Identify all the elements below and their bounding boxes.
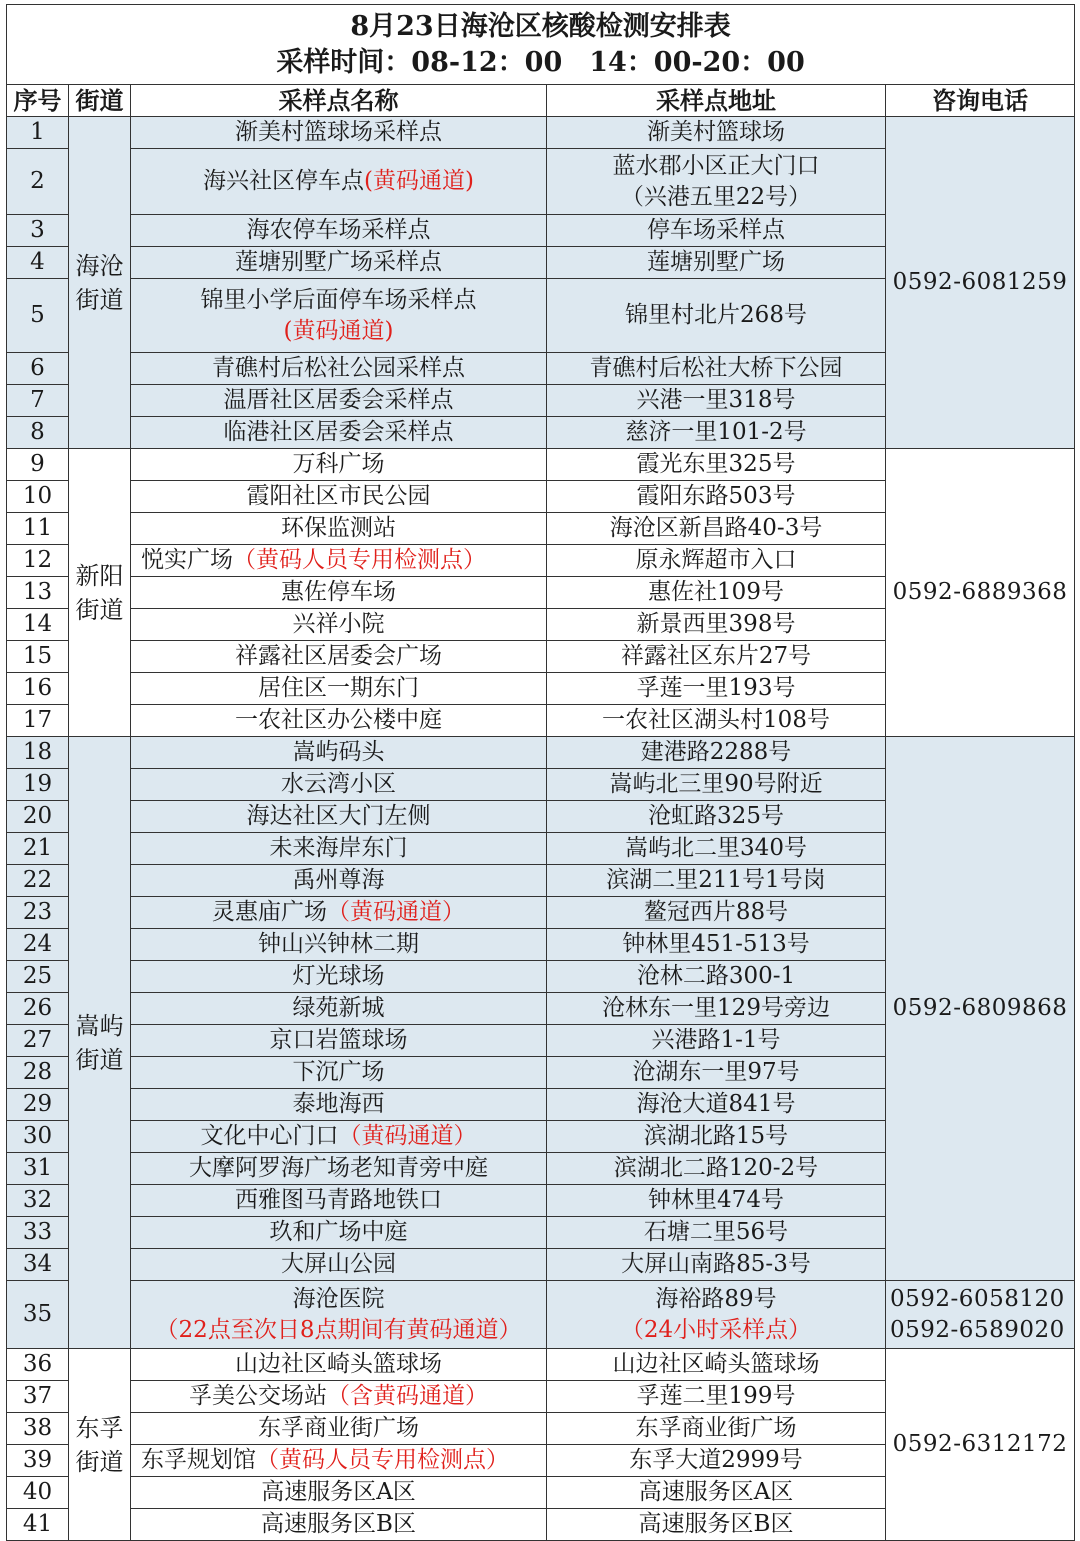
site-address-cell: [547, 1445, 886, 1477]
site-address: 沧湖东一里97号: [632, 1059, 800, 1085]
row-number-text: 21: [22, 835, 53, 861]
site-address-cell: [547, 577, 886, 609]
row-number-text: 23: [22, 899, 53, 925]
row-number-text: 39: [22, 1447, 53, 1473]
row-number-text: 3: [30, 217, 45, 243]
site-name: 祥露社区居委会广场: [235, 643, 442, 669]
yellow-code-note: （含黄码通道）: [327, 1383, 488, 1409]
table-row: [7, 1281, 1075, 1349]
site-address: 石塘二里56号: [643, 1219, 789, 1245]
phone-hospital: [886, 1281, 1075, 1349]
row-number: [7, 247, 69, 279]
row-number-text: 22: [22, 867, 53, 893]
site-address: 孚莲一里193号: [636, 675, 796, 701]
row-number-text: 27: [22, 1027, 53, 1053]
site-name: 莲塘别墅广场采样点: [235, 249, 442, 275]
row-number: [7, 1349, 69, 1381]
site-address-cell: [547, 609, 886, 641]
site-address: 惠佐社109号: [648, 579, 784, 605]
site-name: 一农社区办公楼中庭: [235, 707, 442, 733]
site-address: 东孚商业街广场: [635, 1415, 797, 1441]
site-name-cell: [131, 865, 547, 897]
site-name-cell: [131, 1089, 547, 1121]
yellow-code-note: （黄码通道）: [327, 899, 465, 925]
site-address-cell: [547, 1349, 886, 1381]
col-header-street: 街道: [69, 85, 131, 117]
site-name-cell: [131, 279, 547, 353]
site-name: 泰地海西: [292, 1091, 385, 1117]
title-row: [7, 5, 1075, 85]
row-number: [7, 1381, 69, 1413]
site-address: 莲塘别墅广场: [647, 249, 785, 275]
row-number-text: 36: [22, 1351, 53, 1377]
site-name-cell: [131, 1217, 547, 1249]
street-name-line2: 街道: [75, 1045, 124, 1074]
row-number: [7, 801, 69, 833]
row-number-text: 28: [22, 1059, 53, 1085]
phone-number: 0592-6809868: [892, 995, 1068, 1021]
site-name: 西雅图马青路地铁口: [235, 1187, 442, 1213]
row-number-text: 16: [22, 675, 53, 701]
site-name-cell: [131, 1185, 547, 1217]
site-name: 兴祥小院: [292, 611, 385, 637]
site-name-cell: [131, 247, 547, 279]
row-number: [7, 1089, 69, 1121]
site-name: 临港社区居委会采样点: [223, 419, 454, 445]
site-name: 海达社区大门左侧: [246, 803, 431, 829]
site-address: 嵩屿北二里340号: [625, 835, 807, 861]
row-number: [7, 609, 69, 641]
yellow-code-note: （黄码通道）: [338, 1123, 477, 1149]
schedule-sheet: [6, 4, 1074, 1541]
site-name: 玖和广场中庭: [269, 1219, 408, 1245]
row-number-text: 18: [22, 739, 53, 765]
site-name: 海农停车场采样点: [246, 217, 431, 243]
site-address-cell: [547, 1281, 886, 1349]
site-name-cell: [131, 1349, 547, 1381]
phone-songyu: [886, 737, 1075, 1281]
site-name-cell: [131, 449, 547, 481]
row-number-text: 26: [22, 995, 53, 1021]
site-address: 高速服务区B区: [638, 1511, 794, 1537]
row-number-text: 38: [22, 1415, 53, 1441]
site-address: 高速服务区A区: [638, 1479, 794, 1505]
site-address-cell: [547, 961, 886, 993]
site-address: 嵩屿北三里90号附近: [609, 771, 823, 797]
site-address: 滨湖二里211号1号岗: [606, 867, 826, 893]
site-address: 鳌冠西片88号: [643, 899, 789, 925]
row-number-text: 10: [22, 483, 53, 509]
site-name-cell: [131, 1025, 547, 1057]
site-address: 钟林里451-513号: [622, 931, 810, 957]
site-address-cell: [547, 149, 886, 215]
site-address-cell: [547, 1509, 886, 1541]
site-name-cell: [131, 353, 547, 385]
address-note: （24小时采样点）: [620, 1316, 812, 1343]
row-number-text: 17: [22, 707, 53, 733]
row-number-text: 14: [22, 611, 53, 637]
site-name-cell: [131, 641, 547, 673]
site-address-cell: [547, 215, 886, 247]
row-number: [7, 1185, 69, 1217]
header-row: [7, 85, 1075, 117]
site-address: 锦里村北片268号: [625, 302, 807, 328]
row-number-text: 6: [30, 355, 45, 381]
row-number-text: 20: [22, 803, 53, 829]
row-number: [7, 1217, 69, 1249]
site-name: 灯光球场: [292, 963, 385, 989]
site-address-cell: [547, 385, 886, 417]
site-address-cell: [547, 673, 886, 705]
site-name-cell: [131, 897, 547, 929]
site-name: 惠佐停车场: [281, 579, 396, 605]
site-name: 水云湾小区: [281, 771, 396, 797]
row-number: [7, 705, 69, 737]
site-name-cell: [131, 705, 547, 737]
row-number-text: 5: [30, 302, 45, 328]
row-number: [7, 929, 69, 961]
col-header-name: 采样点名称: [131, 85, 547, 117]
site-address-cell: [547, 1057, 886, 1089]
table-row: [7, 117, 1075, 149]
site-name: 东孚商业街广场: [258, 1415, 419, 1441]
site-name: 禹州尊海: [292, 867, 385, 893]
row-number-text: 12: [22, 547, 53, 573]
yellow-code-note: （黄码人员专用检测点）: [256, 1447, 509, 1473]
row-number-text: 4: [30, 249, 45, 275]
row-number-text: 41: [22, 1511, 53, 1537]
col-header-phone: 咨询电话: [886, 85, 1075, 117]
phone-number: 0592-6312172: [892, 1431, 1068, 1457]
site-name-cell: [131, 1121, 547, 1153]
street-cell-dongfu: [69, 1349, 131, 1541]
site-address-cell: [547, 865, 886, 897]
site-name: 山边社区崎头篮球场: [235, 1351, 442, 1377]
phone-haicang: [886, 117, 1075, 449]
yellow-code-note: (黄码通道): [283, 317, 394, 344]
row-number: [7, 1121, 69, 1153]
table-row: [7, 737, 1075, 769]
site-name-cell: [131, 417, 547, 449]
row-number: [7, 769, 69, 801]
site-name: 嵩屿码头: [292, 739, 385, 765]
page-subtitle: 采样时间：08-12：00 14：00-20：00: [276, 46, 805, 78]
row-number: [7, 353, 69, 385]
site-name: 未来海岸东门: [269, 835, 408, 861]
site-name-cell: [131, 513, 547, 545]
row-number: [7, 545, 69, 577]
row-number: [7, 737, 69, 769]
row-number: [7, 481, 69, 513]
row-number: [7, 673, 69, 705]
site-address: 新景西里398号: [636, 611, 796, 637]
site-name-cell: [131, 1057, 547, 1089]
row-number: [7, 215, 69, 247]
site-name: 锦里小学后面停车场采样点: [200, 286, 477, 313]
site-address-cell: [547, 737, 886, 769]
row-number-text: 15: [22, 643, 53, 669]
site-name-cell: [131, 1477, 547, 1509]
site-name: 大屏山公园: [281, 1251, 396, 1277]
site-address-cell: [547, 1477, 886, 1509]
phone-number: 0592-6889368: [892, 579, 1068, 605]
site-address: 沧虹路325号: [648, 803, 784, 829]
site-name: 悦实广场: [141, 547, 233, 573]
site-address: 原永辉超市入口: [635, 547, 797, 573]
phone-xinyang: [886, 449, 1075, 737]
site-name-cell: [131, 961, 547, 993]
site-name: 万科广场: [292, 451, 385, 477]
page-title: 8月23日海沧区核酸检测安排表: [350, 10, 731, 42]
site-address-cell: [547, 641, 886, 673]
row-number-text: 2: [30, 168, 45, 194]
site-address: 东孚大道2999号: [629, 1447, 803, 1473]
street-name-line1: 海沧: [75, 251, 124, 280]
site-name-cell: [131, 149, 547, 215]
row-number: [7, 449, 69, 481]
site-address-cell: [547, 1089, 886, 1121]
row-number-text: 30: [22, 1123, 53, 1149]
row-number: [7, 961, 69, 993]
row-number: [7, 1477, 69, 1509]
row-number-text: 25: [22, 963, 53, 989]
site-name-cell: [131, 737, 547, 769]
site-name: 海沧医院: [292, 1285, 385, 1312]
row-number-text: 32: [22, 1187, 53, 1213]
schedule-table: [6, 4, 1075, 1541]
site-name: 霞阳社区市民公园: [246, 483, 431, 509]
phone-number-1: 0592-6058120: [890, 1285, 1065, 1312]
site-address-line2: （兴港五里22号）: [620, 183, 812, 210]
street-cell-xinyang: [69, 449, 131, 737]
street-name-line1: 新阳: [75, 561, 124, 590]
site-name-cell: [131, 545, 547, 577]
row-number: [7, 833, 69, 865]
site-address-cell: [547, 705, 886, 737]
site-address-cell: [547, 801, 886, 833]
site-address-cell: [547, 279, 886, 353]
row-number-text: 24: [22, 931, 53, 957]
site-address: 一农社区湖头村108号: [602, 707, 830, 733]
row-number: [7, 1413, 69, 1445]
yellow-code-note: （22点至次日8点期间有黄码通道）: [155, 1316, 522, 1343]
row-number: [7, 641, 69, 673]
site-address-cell: [547, 417, 886, 449]
row-number: [7, 1153, 69, 1185]
street-cell-songyu: [69, 737, 131, 1349]
row-number-text: 11: [22, 515, 53, 541]
row-number-text: 34: [22, 1251, 53, 1277]
row-number: [7, 1445, 69, 1477]
site-address: 兴港一里318号: [636, 387, 796, 413]
site-address: 停车场采样点: [647, 217, 785, 243]
site-address-cell: [547, 481, 886, 513]
street-name-line2: 街道: [75, 1447, 124, 1476]
site-address-cell: [547, 993, 886, 1025]
row-number-text: 8: [30, 419, 45, 445]
col-header-address: 采样点地址: [547, 85, 886, 117]
site-address: 祥露社区东片27号: [620, 643, 812, 669]
site-address: 霞阳东路503号: [636, 483, 796, 509]
site-name: 绿苑新城: [292, 995, 385, 1021]
phone-number-2: 0592-6589020: [890, 1316, 1065, 1343]
site-address: 慈济一里101-2号: [625, 419, 807, 445]
site-address: 兴港路1-1号: [651, 1027, 781, 1053]
phone-number: 0592-6081259: [892, 269, 1068, 295]
site-name-cell: [131, 481, 547, 513]
site-name: 灵惠庙广场: [212, 899, 327, 925]
site-name-cell: [131, 1381, 547, 1413]
site-address-cell: [547, 1381, 886, 1413]
site-address-cell: [547, 1121, 886, 1153]
site-name-cell: [131, 801, 547, 833]
site-name-cell: [131, 673, 547, 705]
site-address: 海沧区新昌路40-3号: [609, 515, 823, 541]
site-address: 孚莲二里199号: [636, 1383, 796, 1409]
site-address: 建港路2288号: [640, 739, 792, 765]
site-address-cell: [547, 1249, 886, 1281]
table-row: [7, 449, 1075, 481]
site-name-cell: [131, 1281, 547, 1349]
site-address: 沧林东一里129号旁边: [602, 995, 830, 1021]
site-address-cell: [547, 545, 886, 577]
site-address: 滨湖北二路120-2号: [613, 1155, 819, 1181]
site-address: 大屏山南路85-3号: [621, 1251, 811, 1277]
site-name: 京口岩篮球场: [269, 1027, 408, 1053]
site-name-cell: [131, 833, 547, 865]
site-name-cell: [131, 609, 547, 641]
site-name: 环保监测站: [281, 515, 396, 541]
title-cell: [7, 5, 1075, 85]
site-address: 青礁村后松社大桥下公园: [589, 355, 843, 381]
site-name-cell: [131, 1509, 547, 1541]
site-address-cell: [547, 897, 886, 929]
row-number-text: 35: [22, 1301, 53, 1327]
site-name: 孚美公交场站: [189, 1383, 327, 1409]
site-name: 大摩阿罗海广场老知青旁中庭: [189, 1155, 488, 1181]
site-name: 高速服务区A区: [261, 1479, 416, 1505]
site-address: 海裕路89号: [655, 1285, 777, 1312]
row-number: [7, 149, 69, 215]
row-number: [7, 417, 69, 449]
row-number-text: 1: [30, 119, 45, 145]
site-address: 海沧大道841号: [636, 1091, 796, 1117]
site-address: 滨湖北路15号: [643, 1123, 789, 1149]
site-address-cell: [547, 353, 886, 385]
site-name-cell: [131, 993, 547, 1025]
row-number: [7, 1025, 69, 1057]
site-name: 居住区一期东门: [258, 675, 419, 701]
site-address: 沧林二路300-1: [636, 963, 796, 989]
street-name-line2: 街道: [75, 595, 124, 624]
site-address-cell: [547, 1217, 886, 1249]
site-name: 文化中心门口: [200, 1123, 339, 1149]
row-number: [7, 1249, 69, 1281]
site-name-cell: [131, 577, 547, 609]
site-name: 海兴社区停车点: [203, 168, 365, 194]
site-name: 青礁村后松社公园采样点: [212, 355, 465, 381]
site-address: 山边社区崎头篮球场: [612, 1351, 820, 1377]
row-number: [7, 1509, 69, 1541]
site-name-cell: [131, 929, 547, 961]
col-header-no: 序号: [7, 85, 69, 117]
site-name: 高速服务区B区: [261, 1511, 416, 1537]
site-name-cell: [131, 1445, 547, 1477]
site-name-cell: [131, 117, 547, 149]
site-address: 蓝水郡小区正大门口: [612, 152, 820, 179]
site-name-cell: [131, 1413, 547, 1445]
site-address: 渐美村篮球场: [647, 119, 785, 145]
table-body: [7, 117, 1075, 1541]
site-name-cell: [131, 1153, 547, 1185]
row-number: [7, 897, 69, 929]
site-name-cell: [131, 385, 547, 417]
site-name: 钟山兴钟林二期: [258, 931, 419, 957]
row-number-text: 40: [22, 1479, 53, 1505]
street-name-line2: 街道: [75, 285, 124, 314]
site-name: 温厝社区居委会采样点: [223, 387, 454, 413]
row-number: [7, 279, 69, 353]
yellow-code-note: (黄码通道): [364, 168, 474, 194]
street-cell-haicang: [69, 117, 131, 449]
site-address-cell: [547, 1025, 886, 1057]
row-number-text: 19: [22, 771, 53, 797]
row-number-text: 29: [22, 1091, 53, 1117]
row-number: [7, 385, 69, 417]
row-number: [7, 1281, 69, 1349]
street-name-line1: 嵩屿: [75, 1011, 124, 1040]
row-number: [7, 117, 69, 149]
site-address-cell: [547, 929, 886, 961]
row-number: [7, 1057, 69, 1089]
site-name-cell: [131, 769, 547, 801]
site-name: 渐美村篮球场采样点: [235, 119, 442, 145]
site-address-cell: [547, 1153, 886, 1185]
yellow-code-note: （黄码人员专用检测点）: [233, 547, 486, 573]
row-number-text: 7: [30, 387, 45, 413]
row-number: [7, 993, 69, 1025]
row-number-text: 37: [22, 1383, 53, 1409]
site-address-cell: [547, 769, 886, 801]
site-address-cell: [547, 449, 886, 481]
row-number: [7, 865, 69, 897]
row-number-text: 33: [22, 1219, 53, 1245]
table-row: [7, 1349, 1075, 1381]
site-name-cell: [131, 215, 547, 247]
street-name-line1: 东孚: [75, 1413, 124, 1442]
site-name: 下沉广场: [292, 1059, 385, 1085]
site-address-cell: [547, 1185, 886, 1217]
site-address-cell: [547, 833, 886, 865]
site-address-cell: [547, 117, 886, 149]
site-address-cell: [547, 247, 886, 279]
site-name-cell: [131, 1249, 547, 1281]
site-address-cell: [547, 513, 886, 545]
site-address: 霞光东里325号: [636, 451, 796, 477]
row-number-text: 13: [22, 579, 53, 605]
row-number-text: 31: [22, 1155, 53, 1181]
site-name: 东孚规划馆: [141, 1447, 256, 1473]
row-number-text: 9: [30, 451, 45, 477]
phone-dongfu: [886, 1349, 1075, 1541]
row-number: [7, 577, 69, 609]
site-address-cell: [547, 1413, 886, 1445]
site-address: 钟林里474号: [648, 1187, 784, 1213]
row-number: [7, 513, 69, 545]
